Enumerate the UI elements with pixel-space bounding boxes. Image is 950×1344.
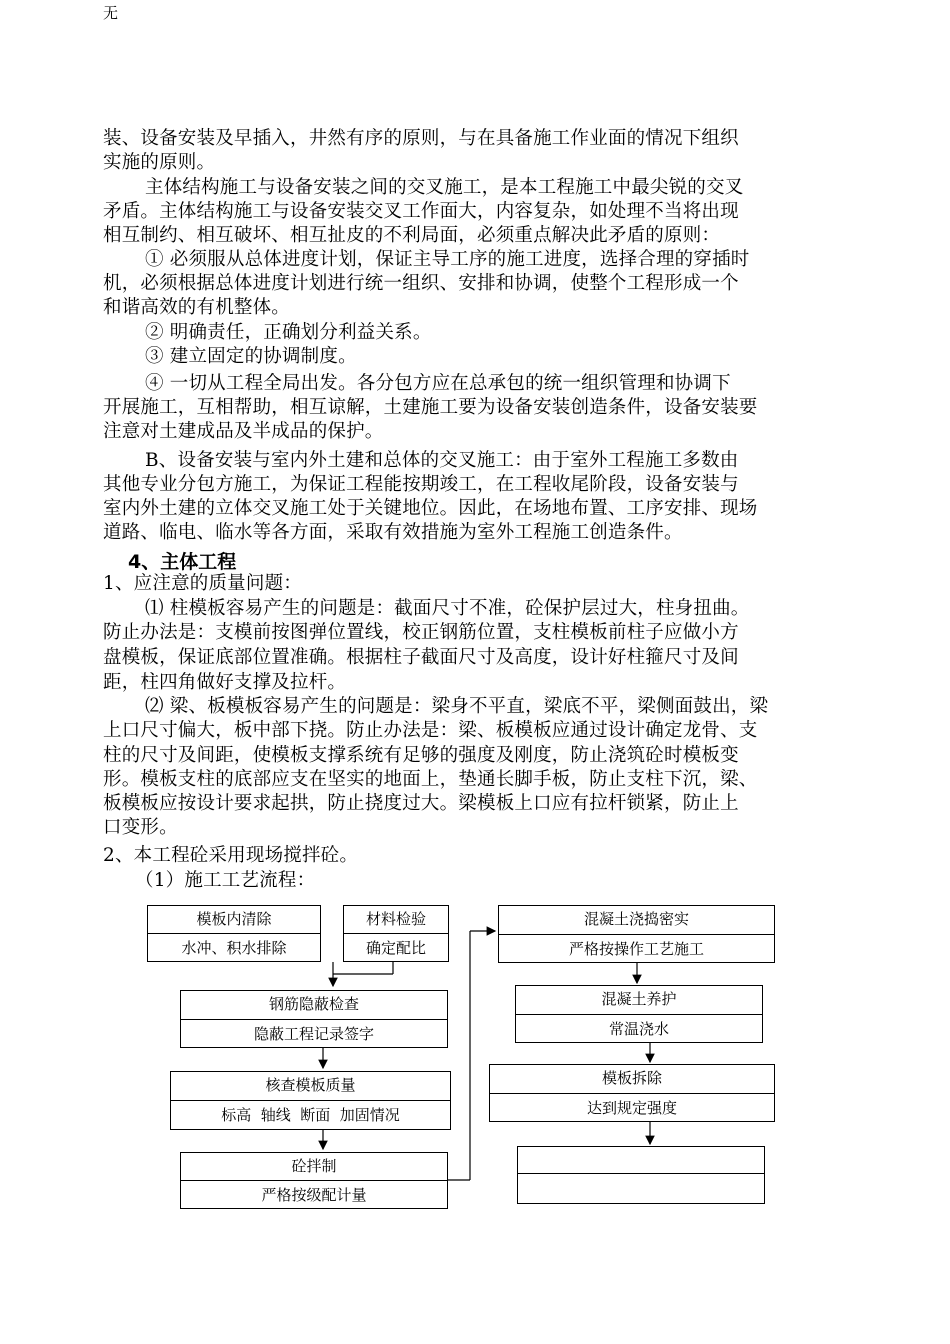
flow-box-detail: 隐蔽工程记录签字 xyxy=(253,1025,374,1043)
text-line: ④ 一切从工程全局出发。各分包方应在总承包的统一组织管理和协调下 xyxy=(145,373,731,394)
flow-box-concrete-curing xyxy=(515,985,763,1043)
flow-box-empty xyxy=(517,1146,765,1204)
text-line: ⑴ 柱模板容易产生的问题是：截面尺寸不准，砼保护层过大，柱身扭曲。 xyxy=(145,598,750,619)
text-line: 形。模板支柱的底部应支在坚实的地面上，垫通长脚手板，防止支柱下沉，梁、 xyxy=(103,769,758,790)
flow-box-rebar-check xyxy=(180,990,448,1048)
flow-box-formwork-quality xyxy=(170,1071,451,1130)
text-line: 开展施工，互相帮助，相互谅解，土建施工要为设备安装创造条件，设备安装要 xyxy=(103,397,758,418)
text-line: 机，必须根据总体进度计划进行统一组织、安排和协调，使整个工程形成一个 xyxy=(103,273,739,294)
text-line: 装、设备安装及早插入，井然有序的原则，与在具备施工作业面的情况下组织 xyxy=(103,128,739,149)
text-line: 其他专业分包方施工，为保证工程能按期竣工，在工程收尾阶段，设备安装与 xyxy=(103,474,739,495)
text-line: 防止办法是：支模前按图弹位置线，校正钢筋位置，支柱模板前柱子应做小方 xyxy=(103,622,739,643)
text-line: 道路、临电、临水等各方面，采取有效措施为室外工程施工创造条件。 xyxy=(103,522,683,543)
text-line: 1、应注意的质量问题： xyxy=(103,573,302,594)
text-line: 和谐高效的有机整体。 xyxy=(103,297,291,318)
flow-box-title: 模板拆除 xyxy=(601,1069,662,1087)
text-line: 口变形。 xyxy=(103,817,178,838)
text-line: ③ 建立固定的协调制度。 xyxy=(145,346,357,367)
flow-box-title: 钢筋隐蔽检查 xyxy=(268,995,359,1013)
divider xyxy=(344,933,448,934)
flow-box-title: 砼拌制 xyxy=(291,1157,337,1175)
text-line: 盘模板，保证底部位置准确。根据柱子截面尺寸及高度，设计好柱箍尺寸及间 xyxy=(103,647,739,668)
text-line: B、设备安装与室内外土建和总体的交叉施工：由于室外工程施工多数由 xyxy=(145,450,739,471)
flow-box-concrete-mixing xyxy=(180,1152,448,1209)
flow-box-title: 混凝土浇捣密实 xyxy=(583,910,689,928)
divider xyxy=(171,1100,450,1101)
text-line: 2、本工程砼采用现场搅拌砼。 xyxy=(103,845,359,866)
text-line: ⑵ 梁、板模板容易产生的问题是：梁身不平直，梁底不平，梁侧面鼓出，梁 xyxy=(145,696,769,717)
text-line: 板模板应按设计要求起拱，防止挠度过大。梁模板上口应有拉杆锁紧，防止上 xyxy=(103,793,739,814)
flow-box-clear-formwork xyxy=(147,905,321,962)
divider xyxy=(148,933,320,934)
divider xyxy=(490,1093,774,1094)
text-line: 柱的尺寸及间距，使模板支撑系统有足够的强度及刚度，防止浇筑砼时模板变 xyxy=(103,745,739,766)
flow-box-detail: 严格按级配计量 xyxy=(261,1186,367,1204)
text-line: ① 必须服从总体进度计划，保证主导工序的施工进度，选择合理的穿插时 xyxy=(145,249,750,270)
flow-box-title: 混凝土养护 xyxy=(601,990,677,1008)
section-heading: 4、主体工程 xyxy=(128,551,237,573)
divider xyxy=(518,1173,764,1174)
divider xyxy=(181,1019,447,1020)
flow-box-title: 模板内清除 xyxy=(196,910,272,928)
divider xyxy=(499,934,774,935)
flow-box-material-check xyxy=(343,905,449,962)
flow-box-title: 材料检验 xyxy=(365,910,426,928)
flow-box-concrete-pouring xyxy=(498,905,775,963)
page-header: 无 xyxy=(103,4,119,22)
divider xyxy=(516,1014,762,1015)
flow-box-detail: 严格按操作工艺施工 xyxy=(568,940,704,958)
flow-box-detail: 确定配比 xyxy=(365,939,426,957)
text-line: 距，柱四角做好支撑及拉杆。 xyxy=(103,672,347,693)
flow-box-formwork-removal xyxy=(489,1064,775,1122)
text-line: 上口尺寸偏大，板中部下挠。防止办法是：梁、板模板应通过设计确定龙骨、支 xyxy=(103,720,758,741)
flow-box-detail: 常温浇水 xyxy=(608,1020,669,1038)
text-line: 相互制约、相互破坏、相互扯皮的不利局面，必须重点解决此矛盾的原则： xyxy=(103,225,721,246)
flow-box-detail: 标高 轴线 断面 加固情况 xyxy=(221,1106,400,1124)
text-line: 主体结构施工与设备安装之间的交叉施工，是本工程施工中最尖锐的交叉 xyxy=(145,177,744,198)
flow-box-title: 核查模板质量 xyxy=(265,1076,356,1094)
flow-box-detail: 水冲、积水排除 xyxy=(181,939,287,957)
text-line: ② 明确责任，正确划分利益关系。 xyxy=(145,322,432,343)
flow-box-detail: 达到规定强度 xyxy=(586,1099,677,1117)
text-line: 实施的原则。 xyxy=(103,152,216,173)
text-line: 矛盾。主体结构施工与设备安装交叉工作面大，内容复杂，如处理不当将出现 xyxy=(103,201,739,222)
divider xyxy=(181,1180,447,1181)
text-line: 注意对土建成品及半成品的保护。 xyxy=(103,421,384,442)
text-line: 室内外土建的立体交叉施工处于关键地位。因此，在场地布置、工序安排、现场 xyxy=(103,498,758,519)
text-line: （1）施工工艺流程： xyxy=(135,870,316,891)
